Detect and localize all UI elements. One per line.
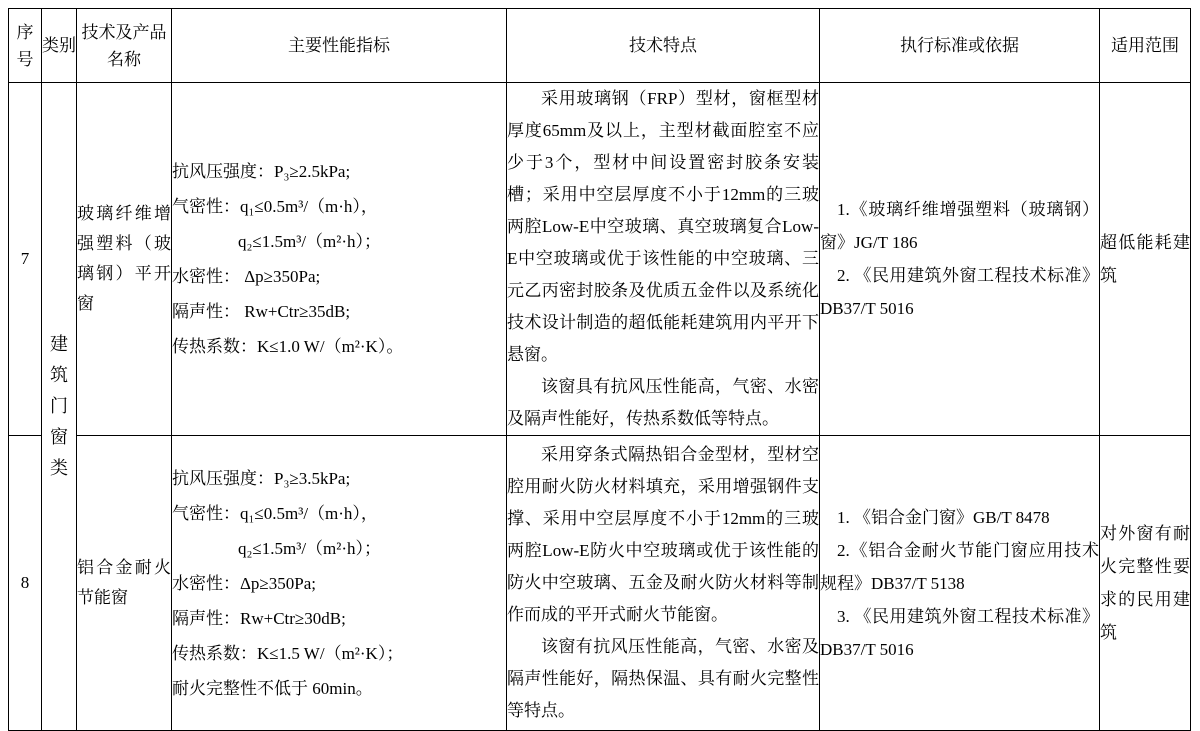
performance-line: q₂≤1.5m³/（m²·h）； [238, 538, 382, 558]
product-table [8, 8, 1191, 731]
header-product-name: 技术及产品名称 [77, 9, 172, 83]
standard-item: 1. 《铝合金门窗》GB/T 8478 [837, 507, 1050, 527]
category-vertical-text: 建筑门窗类 [50, 334, 68, 478]
feature-paragraph: 采用穿条式隔热铝合金型材，型材空腔用耐火防火材料填充，采用增强钢件支撑、采用中空层厚度不小于12mm的三玻两腔Low-E防火中空玻璃或优于该性能的防火中空玻璃、五金及耐火防火材料等制作而成的平开式耐火节能窗。 [507, 445, 819, 624]
performance-line: 气密性：q₁≤0.5m³/（m·h）， [172, 503, 378, 523]
performance-cell [172, 436, 507, 731]
feature-paragraph: 该窗具有抗风压性能高，气密、水密及隔声性能好，传热系数低等特点。 [507, 377, 819, 428]
feature-paragraph: 该窗有抗风压性能高，气密、水密及隔声性能好，隔热保温、具有耐火完整性等特点。 [507, 637, 819, 720]
features-cell [507, 436, 820, 731]
category-cell [42, 83, 77, 731]
scope-cell [1100, 83, 1191, 436]
performance-line: 传热系数：K≤1.0 W/（m²·K）。 [172, 337, 404, 356]
header-row [9, 9, 1191, 83]
scope-text: 对外窗有耐火完整性要求的民用建筑 [1100, 524, 1190, 642]
product-name-cell [77, 83, 172, 436]
header-standards: 执行标准或依据 [820, 9, 1100, 83]
product-name-cell [77, 436, 172, 731]
standard-item: 1.《玻璃纤维增强塑料（玻璃钢）窗》JG/T 186 [820, 200, 1099, 252]
standards-cell [820, 83, 1100, 436]
performance-line: 抗风压强度：P₃≥3.5kPa; [172, 468, 351, 488]
performance-line: 传热系数：K≤1.5 W/（m²·K）； [172, 643, 404, 663]
performance-line: q₂≤1.5m³/（m²·h）； [238, 232, 382, 251]
serial-cell: 7 [9, 83, 42, 436]
performance-cell [172, 83, 507, 436]
features-cell [507, 83, 820, 436]
performance-line: 耐火完整性不低于 60min。 [172, 678, 373, 698]
document-page [8, 8, 1191, 731]
header-serial: 序号 [9, 9, 42, 83]
product-name-text: 铝合金耐火节能窗 [77, 558, 171, 607]
standard-item: 2. 《民用建筑外窗工程技术标准》DB37/T 5016 [820, 266, 1099, 318]
performance-line: 水密性：Δp≥350Pa; [172, 573, 316, 593]
product-name-text: 玻璃纤维增强塑料（玻璃钢）平开窗 [77, 204, 171, 313]
performance-line: 隔声性： Rw+Ctr≥35dB; [172, 302, 351, 321]
performance-line: 水密性： Δp≥350Pa; [172, 267, 321, 286]
performance-line: 抗风压强度：P₃≥2.5kPa; [172, 162, 351, 181]
table-row-8 [9, 436, 1191, 731]
performance-line: 气密性：q₁≤0.5m³/（m·h）， [172, 197, 378, 216]
header-category: 类别 [42, 9, 77, 83]
standards-cell [820, 436, 1100, 731]
standard-item: 3. 《民用建筑外窗工程技术标准》DB37/T 5016 [820, 606, 1099, 659]
header-performance: 主要性能指标 [172, 9, 507, 83]
table-row-7 [9, 83, 1191, 436]
scope-text: 超低能耗建筑 [1100, 233, 1190, 285]
header-scope: 适用范围 [1100, 9, 1191, 83]
standard-item: 2.《铝合金耐火节能门窗应用技术规程》DB37/T 5138 [820, 540, 1099, 593]
scope-cell [1100, 436, 1191, 731]
serial-cell: 8 [9, 436, 42, 731]
performance-line: 隔声性：Rw+Ctr≥30dB; [172, 608, 346, 628]
feature-paragraph: 采用玻璃钢（FRP）型材，窗框型材厚度65mm及以上，主型材截面腔室不应少于3个，型材中间设置密封胶条安装槽；采用中空层厚度不小于12mm的三玻两腔Low-E中空玻璃、真空玻璃复合Low-E中空玻璃或优于该性能的中空玻璃、三元乙丙密封胶条及优质五金件以及系统化技术设计制造的超低能耗建筑用内平开下悬窗。 [507, 89, 819, 364]
header-features: 技术特点 [507, 9, 820, 83]
